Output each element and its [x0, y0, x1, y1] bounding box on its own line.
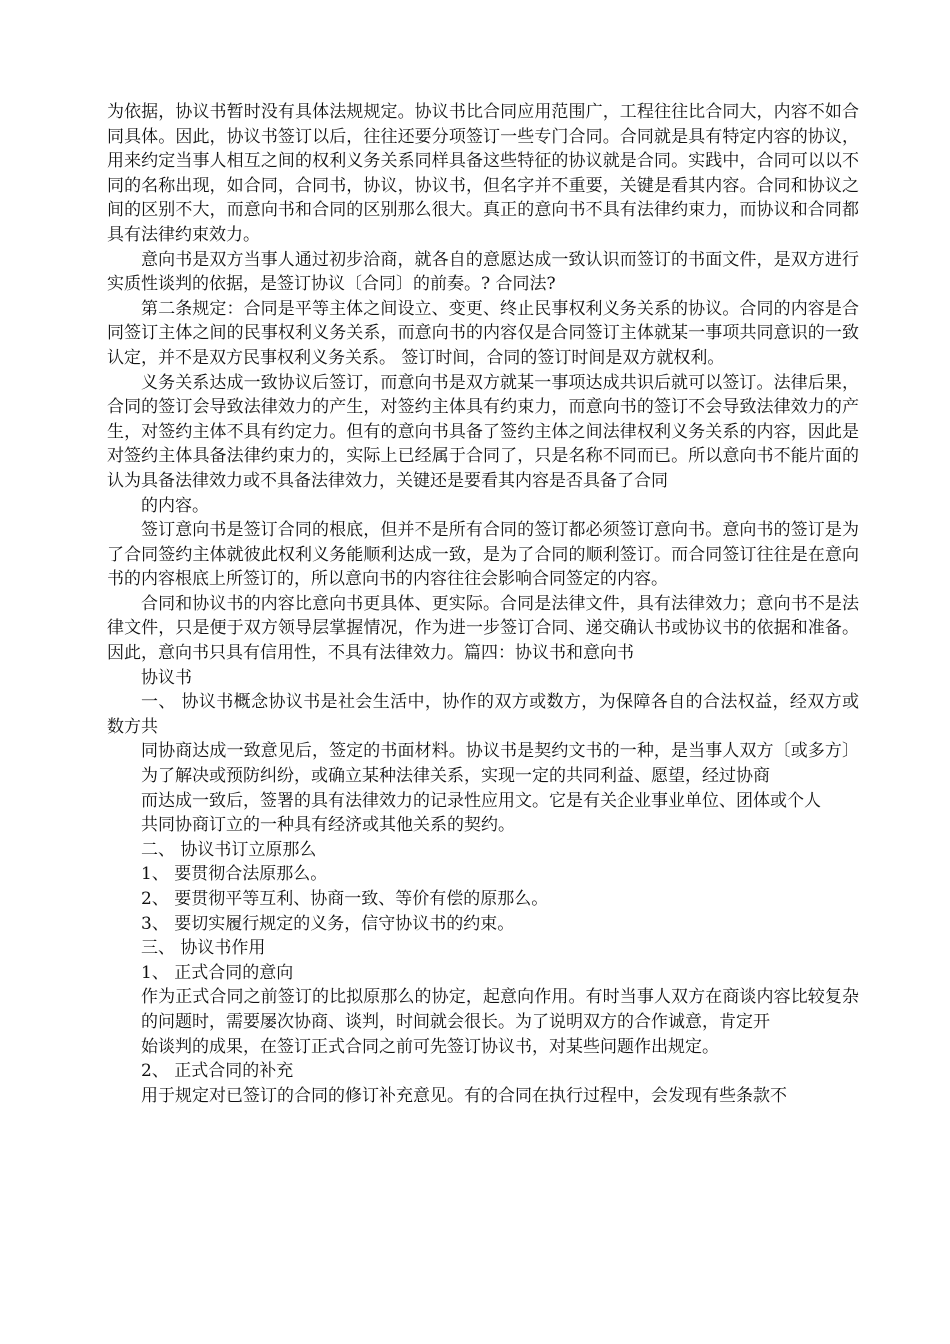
paragraph-10: 同协商达成一致意见后，签定的书面材料。协议书是契约文书的一种，是当事人双方〔或多方〕为了解决或预防纠纷，或确立某种法律关系，实现一定的共同利益、愿望，经过协商 [141, 741, 859, 787]
paragraph-6: 签订意向书是签订合同的根底，但并不是所有合同的签订都必须签订意向书。意向书的签订是为了合同签约主体就彼此权利义务能顺利达成一致，是为了合同的顺利签订。而合同签订往往是在意向书的内容根底上所签订的，所以意向书的内容往往会影响合同签定的内容。 [107, 520, 859, 590]
paragraph-1: 为依据，协议书暂时没有具体法规规定。协议书比合同应用范围广，工程往往比合同大，内容不如合同具体。因此，协议书签订以后，往往还要分项签订一些专门合同。合同就是具有特定内容的协议，用来约定当事人相互之间的权利义务关系同样具备这些特征的协议就是合同。实践中，合同可以以不同的名称出现，如合同，合同书，协议，协议书，但名字并不重要，关键是看其内容。合同和协议之间的区别不大，而意向书和合同的区别那么很大。真正的意向书不具有法律约束力，而协议和合同都具有法律约束效力。 [107, 102, 859, 245]
section-heading-agreement: 协议书 [141, 667, 192, 688]
paragraph-7: 合同和协议书的内容比意向书更具体、更实际。合同是法律文件，具有法律效力；意向书不是法律文件，只是便于双方领导层掌握情况，作为进一步签订合同、递交确认书或协议书的依据和准备。因此，意向书只具有信用性，不具有法律效力。篇四：协议书和意向书 [107, 593, 859, 664]
paragraph-3: 第二条规定：合同是平等主体之间设立、变更、终止民事权利义务关系的协议。合同的内容是合同签订主体之间的民事权利义务关系，而意向书的内容仅是合同签订主体就某一事项共同意识的一致认定，并不是双方民事权利义务关系。 签订时间，合同的签订时间是双方就权利。 [107, 298, 859, 368]
function-item-2: 2、 正式合同的补充 [141, 1061, 294, 1082]
list-heading-principles: 二、 协议书订立原那么 [141, 839, 317, 860]
paragraph-20: 始谈判的成果，在签订正式合同之前可先签订协议书，对某些问题作出规定。 [141, 1036, 719, 1057]
list-item-2: 2、 要贯彻平等互利、协商一致、等价有偿的原那么。 [141, 889, 549, 909]
paragraph-2: 意向书是双方当事人通过初步洽商，就各自的意愿达成一致认识而签订的书面文件，是双方进行实质性谈判的依据，是签订协议〔合同〕的前奏。? 合同法? [107, 249, 859, 295]
paragraph-11: 而达成一致后，签署的具有法律效力的记录性应用文。它是有关企业事业单位、团体或个人 [141, 790, 821, 811]
paragraph-4: 义务关系达成一致协议后签订，而意向书是双方就某一事项达成共识后就可以签订。法律后果，合同的签订会导致法律效力的产生，对签约主体具有约束力，而意向书的签订不会导致法律效力的产生，对签约主体不具有约定力。但有的意向书具备了签约主体之间法律权利义务关系的内容，因此是对签约主体具备法律约束力的，实际上已经属于合同了，只是名称不同而已。所以意向书不能片面的认为具备法律效力或不具备法律效力，关键还是要看其内容是否具备了合同 [107, 372, 859, 491]
list-item-1: 1、 要贯彻合法原那么。 [141, 864, 328, 885]
function-item-1: 1、 正式合同的意向 [141, 962, 294, 983]
paragraph-5: 的内容。 [141, 495, 209, 516]
list-item-3: 3、 要切实履行规定的义务，信守协议书的约束。 [141, 913, 515, 934]
paragraph-19: 作为正式合同之前签订的比拟原那么的协定，起意向作用。有时当事人双方在商谈内容比较复杂的问题时，需要屡次协商、谈判，时间就会很长。为了说明双方的合作诚意，肯定开 [141, 987, 859, 1032]
paragraph-9: 一、 协议书概念协议书是社会生活中，协作的双方或数方，为保障各自的合法权益，经双方或数方共 [107, 692, 859, 737]
paragraph-12: 共同协商订立的一种具有经济或其他关系的契约。 [141, 815, 515, 836]
list-heading-functions: 三、 协议书作用 [141, 938, 266, 959]
document-body [107, 100, 859, 1108]
paragraph-22: 用于规定对已签订的合同的修订补充意见。有的合同在执行过程中，会发现有些条款不 [141, 1085, 787, 1106]
